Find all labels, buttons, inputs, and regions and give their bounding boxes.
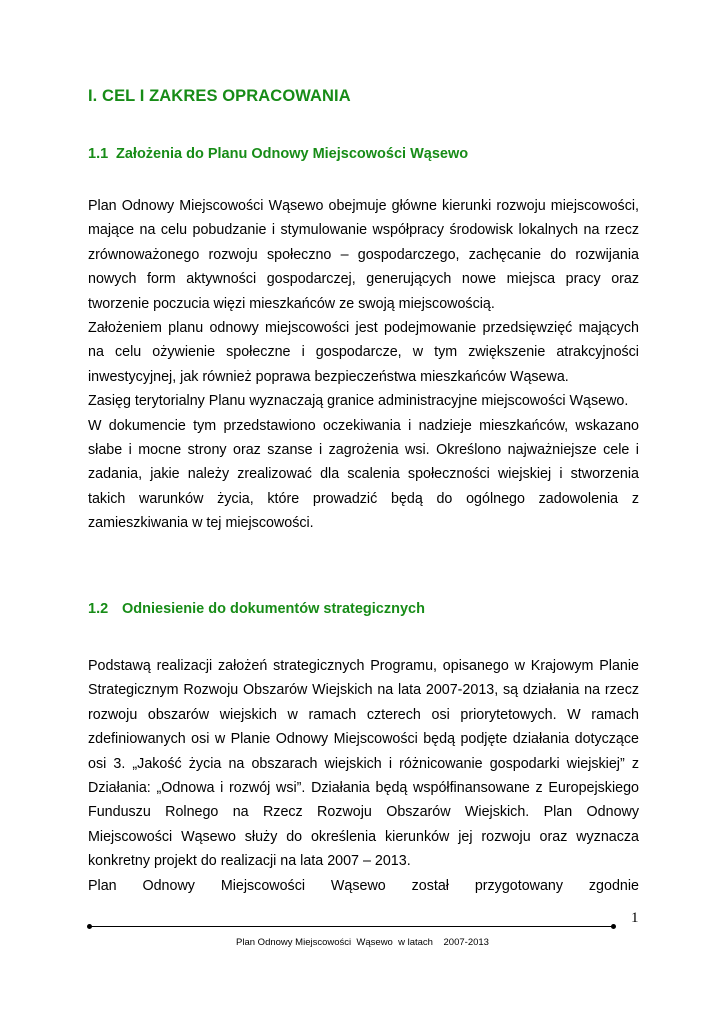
paragraph: W dokumencie tym przedstawiono oczekiwania i nadzieje mieszkańców, wskazano słabe i mocne strony oraz szanse i zagrożenia wsi. Określono najważniejsze cele i zadania, jakie należy zrealizować dla scalenia społeczności wiejskiej i stworzenia takich warunków życia, które prowadzić będą do ogólnego zadowolenia z zamieszkiwania w tej miejscowości. <box>88 417 639 532</box>
footer-caption-text: Plan Odnowy Miejscowości Wąsewo w latach 2007-2013 <box>236 937 489 948</box>
section-title: Założenia do Planu Odnowy Miejscowości Wąsewo <box>116 146 469 162</box>
footer-caption <box>0 937 725 948</box>
section-heading-1-2 <box>88 601 425 617</box>
paragraph: Zasięg terytorialny Planu wyznaczają granice administracyjne miejscowości Wąsewo. <box>88 393 629 410</box>
paragraph: Podstawą realizacji założeń strategicznych Programu, opisanego w Krajowym Planie Strategicznym Rozwoju Obszarów Wiejskich na lata 2007-2013, są działania na rzecz rozwoju obszarów wiejskich w ramach czterech osi priorytetowych. W ramach zdefiniowanych osi w Planie Odnowy Miejscowości będą podjęte działania dotyczące osi 3. „Jakość życia na obszarach wiejskich i różnicowanie gospodarki wiejskiej” z Działania: „Odnowa i rozwój wsi”. Działania będą współfinansowane z Europejskiego Funduszu Rolnego na Rzecz Rozwoju Obszarów Wiejskich. Plan Odnowy Miejscowości Wąsewo służy do określenia kierunków jej rozwoju oraz wyznacza konkretny projekt do realizacji na lata 2007 – 2013. <box>88 658 639 870</box>
chapter-heading: I. CEL I ZAKRES OPRACOWANIA <box>88 87 351 105</box>
section-number: 1.1 <box>88 146 109 162</box>
footer-rule-right-dot <box>611 924 616 929</box>
paragraph: Założeniem planu odnowy miejscowości jest podejmowanie przedsięwzięć mających na celu ożywienie społeczne i gospodarcze, w tym zwiększenie atrakcyjności inwestycyjnej, jak również poprawa bezpieczeństwa mieszkańców Wąsewa. <box>88 320 639 385</box>
section-1-1-body <box>88 194 639 536</box>
section-1-2-body <box>88 654 639 898</box>
paragraph: Plan Odnowy Miejscowości Wąsewo został przygotowany zgodnie <box>88 877 639 894</box>
footer-rule <box>90 926 614 927</box>
page-number: 1 <box>631 910 639 926</box>
paragraph: Plan Odnowy Miejscowości Wąsewo obejmuje główne kierunki rozwoju miejscowości, mające na celu pobudzanie i stymulowanie współpracy środowisk lokalnych na rzecz zrównoważonego rozwoju społeczno – gospodarczego, zachęcanie do rozwijania nowych form aktywności gospodarczej, generujących nowe miejsca pracy oraz tworzenie poczucia więzi mieszkańców ze swoją miejscowością. <box>88 198 639 312</box>
section-heading-1-1 <box>88 146 468 162</box>
section-title: Odniesienie do dokumentów strategicznych <box>122 601 425 617</box>
section-number: 1.2 <box>88 601 109 617</box>
